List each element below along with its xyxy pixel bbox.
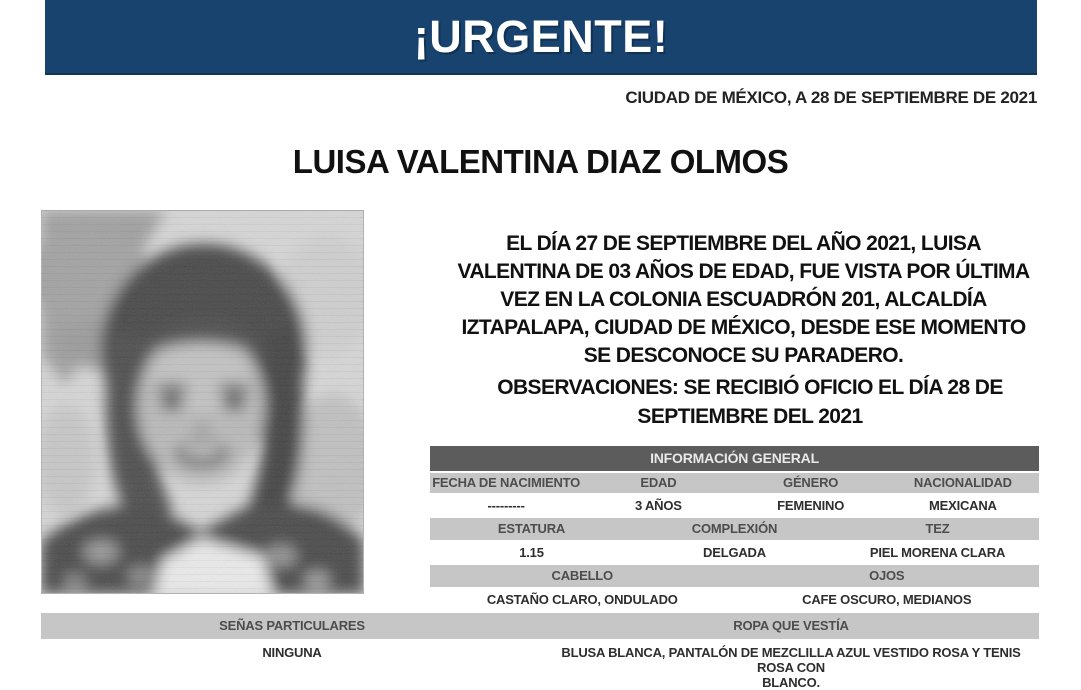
table-header-row xyxy=(430,565,1039,587)
header-cell: ESTATURA xyxy=(497,521,566,536)
value-cell: MEXICANA xyxy=(929,498,997,513)
value-cell: 3 AÑOS xyxy=(635,498,682,513)
value-cell: FEMENINO xyxy=(777,498,845,513)
description-line: VALENTINA DE 03 AÑOS DE EDAD, FUE VISTA POR ÚLTIMA xyxy=(457,260,1030,283)
value-cell: --------- xyxy=(487,498,525,513)
description-line: VEZ EN LA COLONIA ESCUADRÓN 201, ALCALDÍA xyxy=(500,288,987,311)
clothing-line: BLANCO. xyxy=(762,675,820,690)
value-cell: 1.15 xyxy=(519,545,544,560)
urgent-banner xyxy=(45,0,1037,75)
observations-line: OBSERVACIONES: SE RECIBIÓ OFICIO EL DÍA 28 DE xyxy=(497,376,1003,399)
table-header-row xyxy=(430,473,1039,493)
header-cell: NACIONALIDAD xyxy=(913,475,1012,490)
table-value-row xyxy=(430,587,1039,612)
description-paragraph xyxy=(445,230,1042,370)
header-cell: TEZ xyxy=(925,521,950,536)
table-header-row xyxy=(430,518,1039,540)
general-information-table xyxy=(430,446,1039,612)
observations-paragraph xyxy=(460,373,1040,431)
value-cell xyxy=(543,639,1039,690)
dateline: CIUDAD DE MÉXICO, A 28 DE SEPTIEMBRE DE 2021 xyxy=(625,88,1037,107)
header-cell: GÉNERO xyxy=(783,475,839,490)
description-line: IZTAPALAPA, CIUDAD DE MÉXICO, DESDE ESE MOMENTO xyxy=(461,316,1026,339)
description-line: SE DESCONOCE SU PARADERO. xyxy=(583,344,904,367)
table-value-row xyxy=(430,493,1039,518)
value-cell: DELGADA xyxy=(703,545,766,560)
value-cell: NINGUNA xyxy=(262,645,322,660)
value-cell: PIEL MORENA CLARA xyxy=(869,545,1006,560)
missing-person-photo xyxy=(41,210,364,594)
description-line: EL DÍA 27 DE SEPTIEMBRE DEL AÑO 2021, LUISA xyxy=(506,232,981,255)
clothing-line: BLUSA BLANCA, PANTALÓN DE MEZCLILLA AZUL VESTIDO ROSA Y TENIS ROSA CON xyxy=(561,645,1021,675)
missing-person-name: LUISA VALENTINA DIAZ OLMOS xyxy=(292,143,789,180)
bottom-details-table xyxy=(41,613,1039,690)
table-title: INFORMACIÓN GENERAL xyxy=(430,446,1039,471)
photo-illustration xyxy=(41,210,364,594)
value-cell: CAFE OSCURO, MEDIANOS xyxy=(802,592,972,607)
observations-line: SEPTIEMBRE DEL 2021 xyxy=(637,405,863,428)
header-cell: FECHA DE NACIMIENTO xyxy=(432,475,581,490)
header-cell: OJOS xyxy=(869,568,905,583)
header-cell: CABELLO xyxy=(551,568,613,583)
header-cell: ROPA QUE VESTÍA xyxy=(733,618,849,633)
bottom-header-row xyxy=(41,613,1039,639)
value-cell: CASTAÑO CLARO, ONDULADO xyxy=(486,592,678,607)
header-cell: EDAD xyxy=(640,475,677,490)
header-cell: SEÑAS PARTICULARES xyxy=(219,618,365,633)
banner-title: ¡URGENTE! xyxy=(413,11,669,62)
table-value-row xyxy=(430,540,1039,565)
bottom-value-row xyxy=(41,639,1039,690)
header-cell: COMPLEXIÓN xyxy=(691,521,778,536)
